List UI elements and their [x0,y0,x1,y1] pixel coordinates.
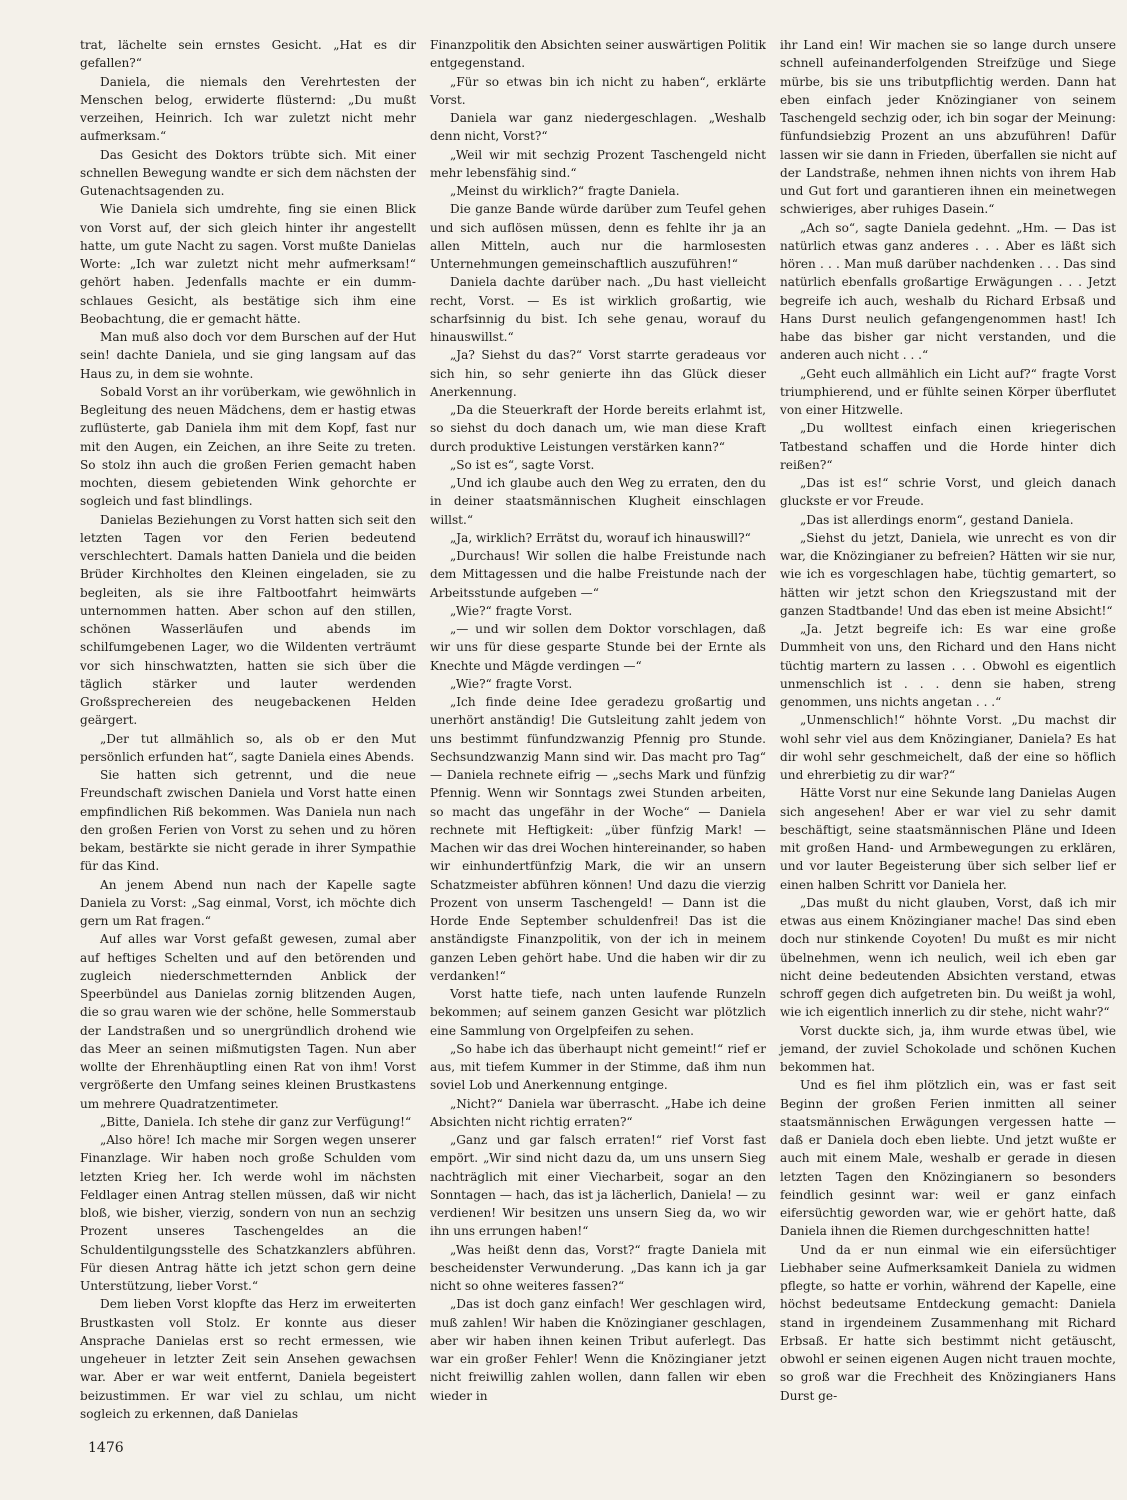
paragraph: Danielas Beziehungen zu Vorst hatten sich seit den letzten Tagen vor den Ferien bedeutend verschlechtert. Damals hatten Daniela und die beiden Brüder Kirchholtes den Kleinen eingeladen, sie zu begleiten, als sie ihre Faltbootfahrt heimwärts unternommen hatten. Aber schon auf den stillen, schönen Wasserläufen und abends im schilfumgebenen Lager, wo die Wildenten verträumt vor sich hinschwatzten, hatten sie sich über die täglich stärker und lauter werdenden Großsprechereien des neugebackenen Helden geärgert. [80,512,416,728]
paragraph: Und es fiel ihm plötzlich ein, was er fast seit Beginn der großen Ferien inmitten all seiner staatsmännischen Erwägungen vergessen hatte — daß er Daniela doch eben liebte. Und jetzt wußte er auch mit einem Male, weshalb er gerade in diesen letzten Tagen den Knözingianern so besonders feindlich gesinnt war: weil er ganz einfach eifersüchtig geworden war, wie er gehört hatte, daß Daniela ihnen die Riemen durchgeschnitten hatte! [780,1078,1116,1239]
paragraph: Hätte Vorst nur eine Sekunde lang Danielas Augen sich angesehen! Aber er war viel zu sehr damit beschäftigt, seine staatsmännischen Pläne und Ideen mit großen Hand- und Armbewegungen zu erklären, und vor lauter Begeisterung über sich selber lief er einen halben Schritt vor Daniela her. [780,786,1116,892]
paragraph: „Weil wir mit sechzig Prozent Taschengeld nicht mehr lebensfähig sind.“ [430,147,766,180]
page-number: 1476 [88,1440,124,1456]
paragraph: Das Gesicht des Doktors trübte sich. Mit einer schnellen Bewegung wandte er sich dem nächsten der Gutenachtsagenden zu. [80,147,416,198]
paragraph: Sie hatten sich getrennt, und die neue Freundschaft zwischen Daniela und Vorst hatte einen empfindlichen Riß bekommen. Was Daniela nun nach den großen Ferien von Vorst zu sehen und zu hören bekam, bestärkte sie nicht gerade in ihrer Sympathie für das Kind. [80,768,416,874]
paragraph: „Ja. Jetzt begreife ich: Es war eine große Dummheit von uns, den Richard und den Hans nicht tüchtig martern zu lassen . . . Obwohl es eigentlich unmenschlich ist . . . denn sie haben, streng genommen, uns nichts angetan . . .“ [780,622,1116,709]
paragraph: Sobald Vorst an ihr vorüberkam, wie gewöhnlich in Begleitung des neuen Mädchens, dem er hastig etwas zuflüsterte, gab Daniela ihm mit dem Kopf, fast nur mit den Augen, ein Zeichen, an ihre Seite zu treten. So stolz ihn auch die großen Ferien gemacht haben mochten, diesem gebietenden Wink gehorchte er sogleich und fast blindlings. [80,384,416,509]
paragraph: Daniela war ganz niedergeschlagen. „Weshalb denn nicht, Vorst?“ [430,111,766,144]
paragraph: „Ganz und gar falsch erraten!“ rief Vorst fast empört. „Wir sind nicht dazu da, um uns unsern Sieg nachträglich mit einer Viecharbeit, sogar an den Sonntagen — hach, das ist ja lächerlich, Daniela! — zu verdienen! Wir besitzen uns unsern Sieg da, wo wir ihn uns errungen haben!“ [430,1133,766,1239]
paragraph: „Unmenschlich!“ höhnte Vorst. „Du machst dir wohl sehr viel aus dem Knözingianer, Daniela? Es hat dir wohl sehr geschmeichelt, daß der eine so höflich und ehrerbietig zu dir war?“ [780,713,1116,782]
paragraph: Und da er nun einmal wie ein eifersüchtiger Liebhaber seine Aufmerksamkeit Daniela zu widmen pflegte, so hatte er vorhin, während der Kapelle, eine höchst bedeutsame Entdeckung gemacht: Daniela stand in irgendeinem Zusammenhang mit Richard Erbsaß. Er hatte sich bestimmt nicht getäuscht, obwohl er seinen eigenen Augen nicht trauen mochte, so groß war die Frechheit des Knözingianers Hans Durst ge- [780,1242,1116,1403]
paragraph: „Ich finde deine Idee geradezu großartig und unerhört anständig! Die Gutsleitung zahlt jedem von uns bestimmt fünfundzwanzig Pfennig pro Stunde. Sechsundzwanzig Mann sind wir. Das macht pro Tag“ — Daniela rechnete eifrig — „sechs Mark und fünfzig Pfennig. Wenn wir Sonntags zwei Stunden arbeiten, so macht das ungefähr in der Woche“ — Daniela rechnete mit Heftigkeit: „über fünfzig Mark! — Machen wir das drei Wochen hintereinander, so haben wir einhundertfünfzig Mark, die wir an unsern Schatzmeister abführen können! Und dazu die vierzig Prozent von unserm Taschengeld! — Dann ist die Horde Ende September schuldenfrei! Das ist die anständigste Finanzpolitik, von der ich in meinem ganzen Leben gehört habe. Und die haben wir dir zu verdanken!“ [430,695,766,983]
paragraph: „Wie?“ fragte Vorst. [450,603,573,618]
paragraph: Finanzpolitik den Absichten seiner auswärtigen Politik entgegenstand. [430,38,766,71]
paragraph: Dem lieben Vorst klopfte das Herz im erweiterten Brustkasten voll Stolz. Er konnte aus dieser Ansprache Danielas erst so recht ermessen, wie ungeheuer in letzter Zeit sein Ansehen gewachsen war. Aber er war weit entfernt, Daniela begeistert beizustimmen. Er war viel zu schlau, um nicht sogleich zu erkennen, daß Danielas [80,1297,416,1421]
paragraph: „Ach so“, sagte Daniela gedehnt. „Hm. — Das ist natürlich etwas ganz anderes . . . Aber es läßt sich hören . . . Man muß darüber nachdenken . . . Das sind natürlich ebenfalls großartige Erwägungen . . . Jetzt begreife ich auch, weshalb du Richard Erbsaß und Hans Durst neulich gefangengenommen hast! Ich habe das bisher gar nicht verstanden, und die anderen auch nicht . . .“ [780,220,1116,363]
paragraph: „Und ich glaube auch den Weg zu erraten, den du in deiner staatsmännischen Klugheit einschlagen willst.“ [430,476,766,527]
paragraph: „Das ist es!“ schrie Vorst, und gleich danach gluckste er vor Freude. [780,476,1116,509]
paragraph: Daniela dachte darüber nach. „Du hast vielleicht recht, Vorst. — Es ist wirklich großartig, wie scharfsinnig du bist. Ich sehe genau, worauf du hinauswillst.“ [430,275,766,344]
paragraph: „Bitte, Daniela. Ich stehe dir ganz zur Verfügung!“ [100,1114,412,1129]
paragraph: Vorst hatte tiefe, nach unten laufende Runzeln bekommen; auf seinem ganzen Gesicht war plötzlich eine Sammlung von Orgelpfeifen zu sehen. [430,987,766,1038]
paragraph: „Siehst du jetzt, Daniela, wie unrecht es von dir war, die Knözingianer zu befreien? Hätten wir sie nur, wie ich es vorgeschlagen habe, tüchtig gemartert, so hätten wir jetzt schon den Kriegszustand mit der ganzen Stadtbande! Und das eben ist meine Absicht!“ [780,530,1116,618]
paragraph: „Nicht?“ Daniela war überrascht. „Habe ich deine Absichten nicht richtig erraten?“ [430,1096,766,1129]
paragraph: „So habe ich das überhaupt nicht gemeint!“ rief er aus, mit tiefem Kummer in der Stimme, daß ihm nun soviel Lob und Anerkennung entginge. [430,1041,766,1093]
paragraph: „So ist es“, sagte Vorst. [450,457,595,472]
text-column-1 [80,36,416,1423]
paragraph: „Ja? Siehst du das?“ Vorst starrte geradeaus vor sich hin, so sehr genierte ihn das Glück dieser Anerkennung. [430,348,766,399]
paragraph: „Also höre! Ich mache mir Sorgen wegen unserer Finanzlage. Wir haben noch große Schulden vom letzten Krieg her. Ich werde wohl im nächsten Feldlager einen Antrag stellen müssen, daß wir nicht bloß, wie bisher, vierzig, sondern von nun an sechzig Prozent unseres Taschengeldes an die Schuldentilgungsstelle des Schatzkanzlers abführen. Für diesen Antrag hätte ich jetzt schon gern deine Unterstützung, lieber Vorst.“ [80,1133,416,1293]
paragraph: „Der tut allmählich so, als ob er den Mut persönlich erfunden hat“, sagte Daniela eines Abends. [80,731,416,764]
paragraph: „Meinst du wirklich?“ fragte Daniela. [450,184,680,198]
paragraph: „Da die Steuerkraft der Horde bereits erlahmt ist, so siehst du doch danach um, wie man diese Kraft durch produktive Leistungen verstärken kann?“ [430,403,766,454]
text-column-2 [430,36,766,1405]
paragraph: Vorst duckte sich, ja, ihm wurde etwas übel, wie jemand, der zuviel Schokolade und schönen Kuchen bekommen hat. [780,1023,1116,1074]
paragraph: Die ganze Bande würde darüber zum Teufel gehen und sich auflösen müssen, denn es fehlte ihr ja an allen Mitteln, auch nur die harmlosesten Unternehmungen gemeinschaftlich auszuführen!“ [430,202,766,271]
paragraph: ihr Land ein! Wir machen sie so lange durch unsere schnell aufeinanderfolgenden Streifzüge und Siege mürbe, bis sie uns tributpflichtig werden. Dann hat eben einfach jeder Knözingianer von seinem Taschengeld sechzig oder, ich bin sogar der Meinung: fünfundsiebzig Prozent an uns abzuführen! Dafür lassen wir sie dann in Frieden, überfallen sie nicht auf der Landstraße, nehmen ihnen nichts von ihrem Hab und Gut fort und garantieren ihnen ein meinetwegen schwieriges, aber ruhiges Dasein.“ [780,38,1116,217]
paragraph: An jenem Abend nun nach der Kapelle sagte Daniela zu Vorst: „Sag einmal, Vorst, ich möchte dich gern um Rat fragen.“ [80,877,416,928]
paragraph: „Für so etwas bin ich nicht zu haben“, erklärte Vorst. [430,74,766,107]
paragraph: „— und wir sollen dem Doktor vorschlagen, daß wir uns für diese gesparte Stunde bei der Ernte als Knechte und Mägde verdingen —“ [430,622,766,673]
paragraph: Wie Daniela sich umdrehte, fing sie einen Blick von Vorst auf, der sich gleich hinter ihr angestellt hatte, um gute Nacht zu sagen. Vorst mußte Danielas Worte: „Ich war zuletzt nicht mehr aufmerksam!“ gehört haben. Jedenfalls machte er ein dumm-schlaues Gesicht, als bestätige sich ihm eine Beobachtung, die er gemacht hätte. [80,202,416,326]
paragraph: „Ja, wirklich? Errätst du, worauf ich hinauswill?“ [450,530,751,545]
paragraph: „Das ist doch ganz einfach! Wer geschlagen wird, muß zahlen! Wir haben die Knözingianer geschlagen, aber wir haben ihnen keinen Tribut auferlegt. Das war ein großer Fehler! Wenn die Knözingianer jetzt nicht freiwillig zahlen wollen, dann fallen wir eben wieder in [430,1297,766,1403]
paragraph: Man muß also doch vor dem Burschen auf der Hut sein! dachte Daniela, und sie ging langsam auf das Haus zu, in dem sie wohnte. [80,330,416,381]
paragraph: Auf alles war Vorst gefaßt gewesen, zumal aber auf heftiges Schelten und auf den betörenden und zugleich niederschmetternden Anblick der Speerbündel aus Danielas zornig blitzenden Augen, die so grau waren wie der schöne, helle Sommerstaub der Landstraßen und so unergründlich drohend wie das Meer an seinen mißmutigsten Tagen. Nun aber wollte der Ehrenhäuptling einen Rat von ihm! Vorst vergrößerte den Umfang seines kleinen Brustkastens um mehrere Quadratzentimeter. [80,932,416,1111]
paragraph: „Wie?“ fragte Vorst. [450,676,573,691]
paragraph: „Was heißt denn das, Vorst?“ fragte Daniela mit bescheidenster Verwunderung. „Das kann ich ja gar nicht so ohne weiteres fassen?“ [430,1242,766,1293]
paragraph: „Du wolltest einfach einen kriegerischen Tatbestand schaffen und die Horde hinter dich reißen?“ [780,421,1116,472]
paragraph: „Das ist allerdings enorm“, gestand Daniela. [800,512,1074,527]
paragraph: trat, lächelte sein ernstes Gesicht. „Hat es dir gefallen?“ [80,38,416,71]
paragraph: „Durchaus! Wir sollen die halbe Freistunde nach dem Mittagessen und die halbe Freistunde nach der Arbeitsstunde aufgeben —“ [430,549,766,600]
text-column-3 [780,36,1116,1405]
paragraph: „Das mußt du nicht glauben, Vorst, daß ich mir etwas aus einem Knözingianer mache! Das sind eben doch nur stinkende Coyoten! Du mußt es mir nicht übelnehmen, wenn ich neulich, weil ich eben gar nicht deine bedeutenden Absichten verstand, etwas schroff gegen dich aufgetreten bin. Du weißt ja wohl, wie ich eigentlich innerlich zu dir stehe, nicht wahr?“ [780,895,1116,1020]
paragraph: „Geht euch allmählich ein Licht auf?“ fragte Vorst triumphierend, und er fühlte seinen Körper überflutet von einer Hitzwelle. [780,366,1116,417]
paragraph: Daniela, die niemals den Verehrtesten der Menschen belog, erwiderte flüsternd: „Du mußt verzeihen, Heinrich. Ich war zuletzt nicht mehr aufmerksam.“ [80,74,416,144]
